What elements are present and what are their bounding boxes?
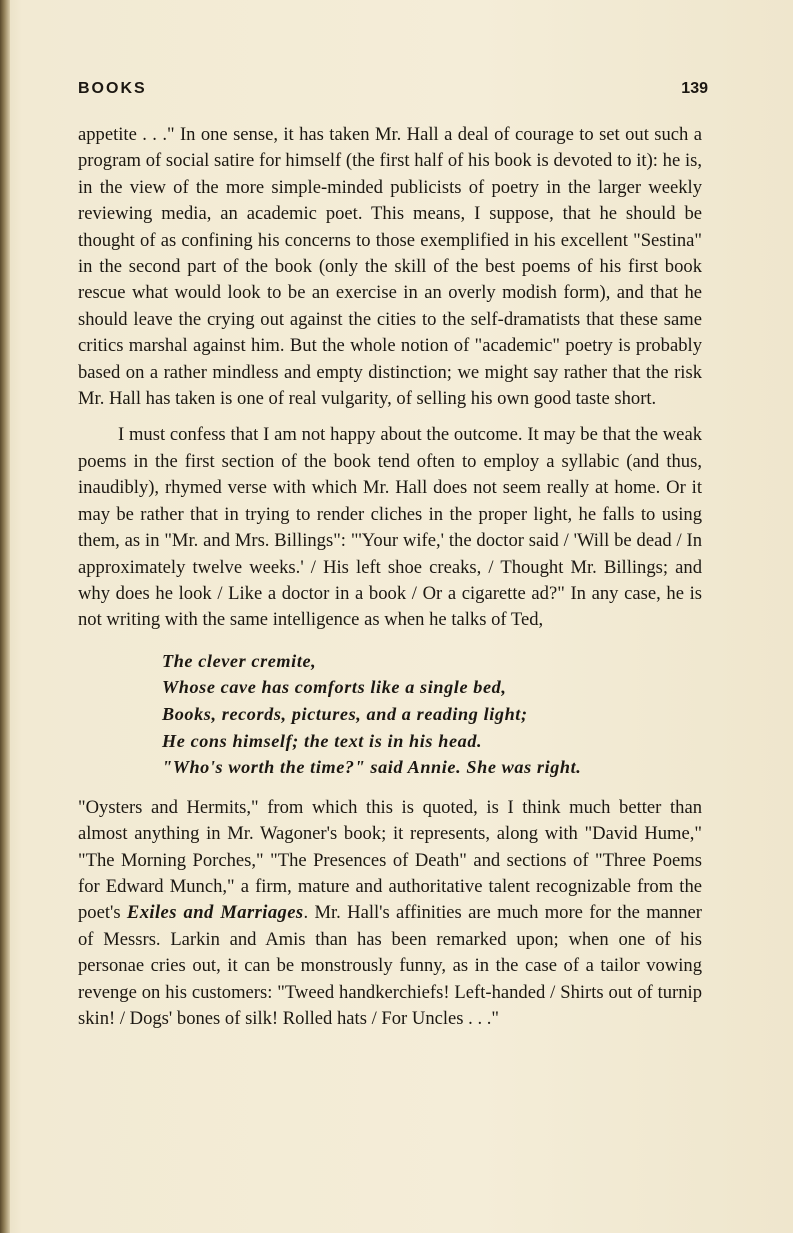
paragraph-3-text-start: "Oysters and Hermits," from which this is quoted, is I think much better than almost anything in Mr. Wagoner's book; it represents, along with "David Hume," "The Morning Porches," "The Presences of Death" and sections of "Three Poems for Edward Munch," a firm, mature and authoritative talent recognizable from the poet's	[78, 796, 702, 924]
paragraph-2: I must confess that I am not happy about the outcome. It may be that the weak poems in the first section of the book tend often to employ a syllabic (and thus, inaudibly), rhymed verse with which Mr. Hall does not seem really at home. Or it may be rather that in trying to render cliches in the proper light, he falls to using them, as in "Mr. and Mrs. Billings": "'Your wife,' the doctor said / 'Will be dead / In approximately twelve weeks.' / His left shoe creaks, / Thought Mr. Billings; and why does he look / Like a doctor in a book / Or a cigarette ad?" In any case, he is not writing with the same intelligence as when he talks of Ted,	[78, 424, 702, 631]
poem-line: Books, records, pictures, and a reading light;	[162, 703, 528, 724]
page-number: 139	[681, 80, 708, 97]
book-title-exiles-and-marriages: Exiles and Marriages	[126, 902, 304, 924]
page-binding-edge	[0, 0, 10, 1233]
page-body	[78, 122, 702, 1032]
quoted-poem	[162, 648, 702, 781]
poem-line: Whose cave has comforts like a single bed,	[162, 677, 507, 698]
poem-line: The clever cremite,	[162, 650, 317, 671]
page-header	[78, 80, 708, 102]
poem-line: "Who's worth the time?" said Annie. She was right.	[162, 757, 582, 778]
running-head: BOOKS	[78, 80, 147, 97]
paragraph-1: appetite . . ." In one sense, it has taken Mr. Hall a deal of courage to set out such a program of social satire for himself (the first half of his book is devoted to it): he is, in the view of the more simple-minded publicists of poetry in the larger weekly reviewing media, an academic poet. This means, I suppose, that he should be thought of as confining his concerns to those exemplified in his excellent "Sestina" in the second part of the book (only the skill of the best poems of his first book rescue what would look to be an exercise in an overly modish form), and that he should leave the crying out against the cities to the self-dramatists that these same critics marshal against him. But the whole notion of "academic" poetry is probably based on a rather mindless and empty distinction; we might say rather that the risk Mr. Hall has taken is one of real vulgarity, of selling his own good taste short.	[78, 124, 702, 410]
paragraph-3	[78, 795, 702, 1033]
paragraph-3-text-end: . Mr. Hall's affinities are much more for the manner of Messrs. Larkin and Amis than has been remarked upon; when one of his personae cries out, it can be monstrously funny, as in the case of a tailor vowing revenge on his customers: "Tweed handkerchiefs! Left-handed / Shirts out of turnip skin! / Dogs' bones of silk! Rolled hats / For Uncles . . ."	[78, 902, 702, 1029]
poem-line: He cons himself; the text is in his head.	[162, 730, 483, 751]
